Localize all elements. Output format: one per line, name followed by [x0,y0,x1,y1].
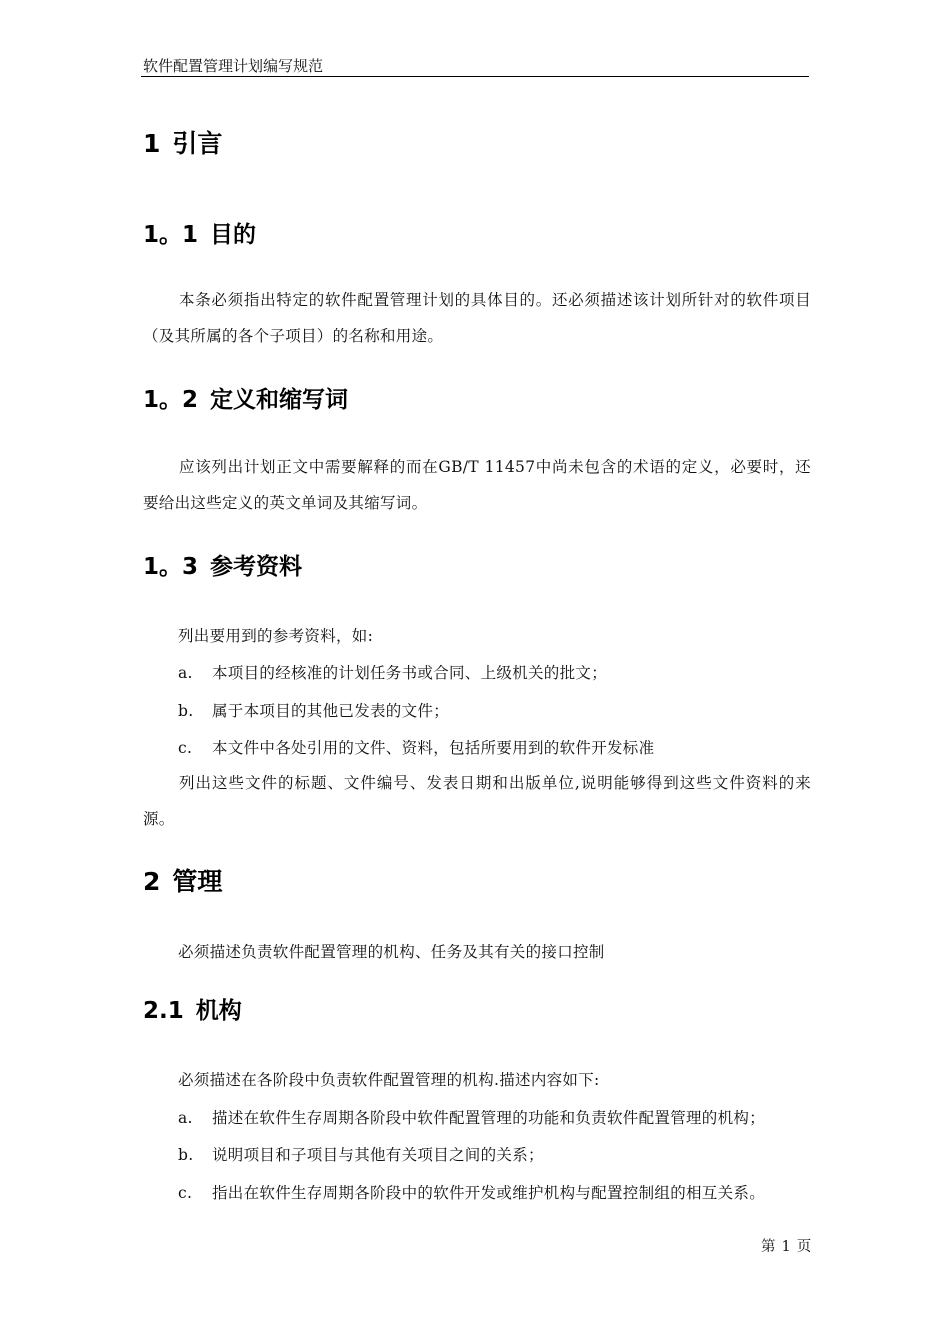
list-item [178,1143,544,1165]
heading-text: 机构 [195,998,242,1024]
organization-intro: 必须描述在各阶段中负责软件配置管理的机构.描述内容如下: [178,1071,600,1089]
page-number-footer [758,1235,814,1256]
list-item [178,736,654,758]
heading-text: 引言 [172,129,223,158]
heading-1-3-references [143,548,302,581]
page-suffix: 页 [796,1239,812,1255]
heading-number: 1。2 [143,387,199,413]
list-item-text: 属于本项目的其他已发表的文件； [212,702,450,720]
list-item-text: 本文件中各处引用的文件、资料，包括所要用到的软件开发标准 [212,739,655,757]
list-item [178,1106,765,1128]
list-item [178,699,449,721]
list-item [178,1181,765,1203]
list-marker: c. [178,1184,193,1202]
list-marker: a. [178,1109,193,1127]
page-number: 1 [781,1239,791,1255]
definitions-paragraph: 应该列出计划正文中需要解释的而在GB/T 11457中尚未包含的术语的定义，必要时，还要给出这些定义的英文单词及其缩写词。 [143,458,811,512]
management-intro: 必须描述负责软件配置管理的机构、任务及其有关的接口控制 [178,943,605,961]
heading-1-introduction [143,124,222,160]
heading-2-1-organization [143,992,242,1025]
references-paragraph: 列出这些文件的标题、文件编号、发表日期和出版单位,说明能够得到这些文件资料的来源。 [143,774,811,828]
heading-number: 2.1 [143,998,184,1024]
list-item-text: 指出在软件生存周期各阶段中的软件开发或维护机构与配置控制组的相互关系。 [212,1184,766,1202]
heading-number: 1。3 [143,554,199,580]
heading-text: 管理 [172,867,223,896]
purpose-paragraph: 本条必须指出特定的软件配置管理计划的具体目的。还必须描述该计划所针对的软件项目（及其所属的各个子项目）的名称和用途。 [143,291,811,345]
heading-1-2-definitions [143,381,348,414]
heading-1-1-purpose [143,216,256,249]
heading-2-management [143,862,222,898]
heading-number: 2 [143,867,161,896]
references-intro: 列出要用到的参考资料，如: [178,627,374,645]
running-header-title: 软件配置管理计划编写规范 [143,57,324,75]
list-item-text: 描述在软件生存周期各阶段中软件配置管理的功能和负责软件配置管理的机构； [212,1109,766,1127]
list-marker: b. [178,702,194,720]
header-rule [141,76,809,77]
heading-text: 定义和缩写词 [210,387,349,413]
list-item-text: 说明项目和子项目与其他有关项目之间的关系； [212,1146,544,1164]
list-marker: a. [178,664,193,682]
list-item [178,661,607,683]
heading-number: 1。1 [143,222,199,248]
list-marker: b. [178,1146,194,1164]
heading-text: 目的 [210,222,257,248]
page-prefix: 第 [761,1239,776,1255]
heading-text: 参考资料 [210,554,303,580]
heading-number: 1 [143,129,161,158]
list-marker: c. [178,739,193,757]
list-item-text: 本项目的经核准的计划任务书或合同、上级机关的批文； [212,664,608,682]
